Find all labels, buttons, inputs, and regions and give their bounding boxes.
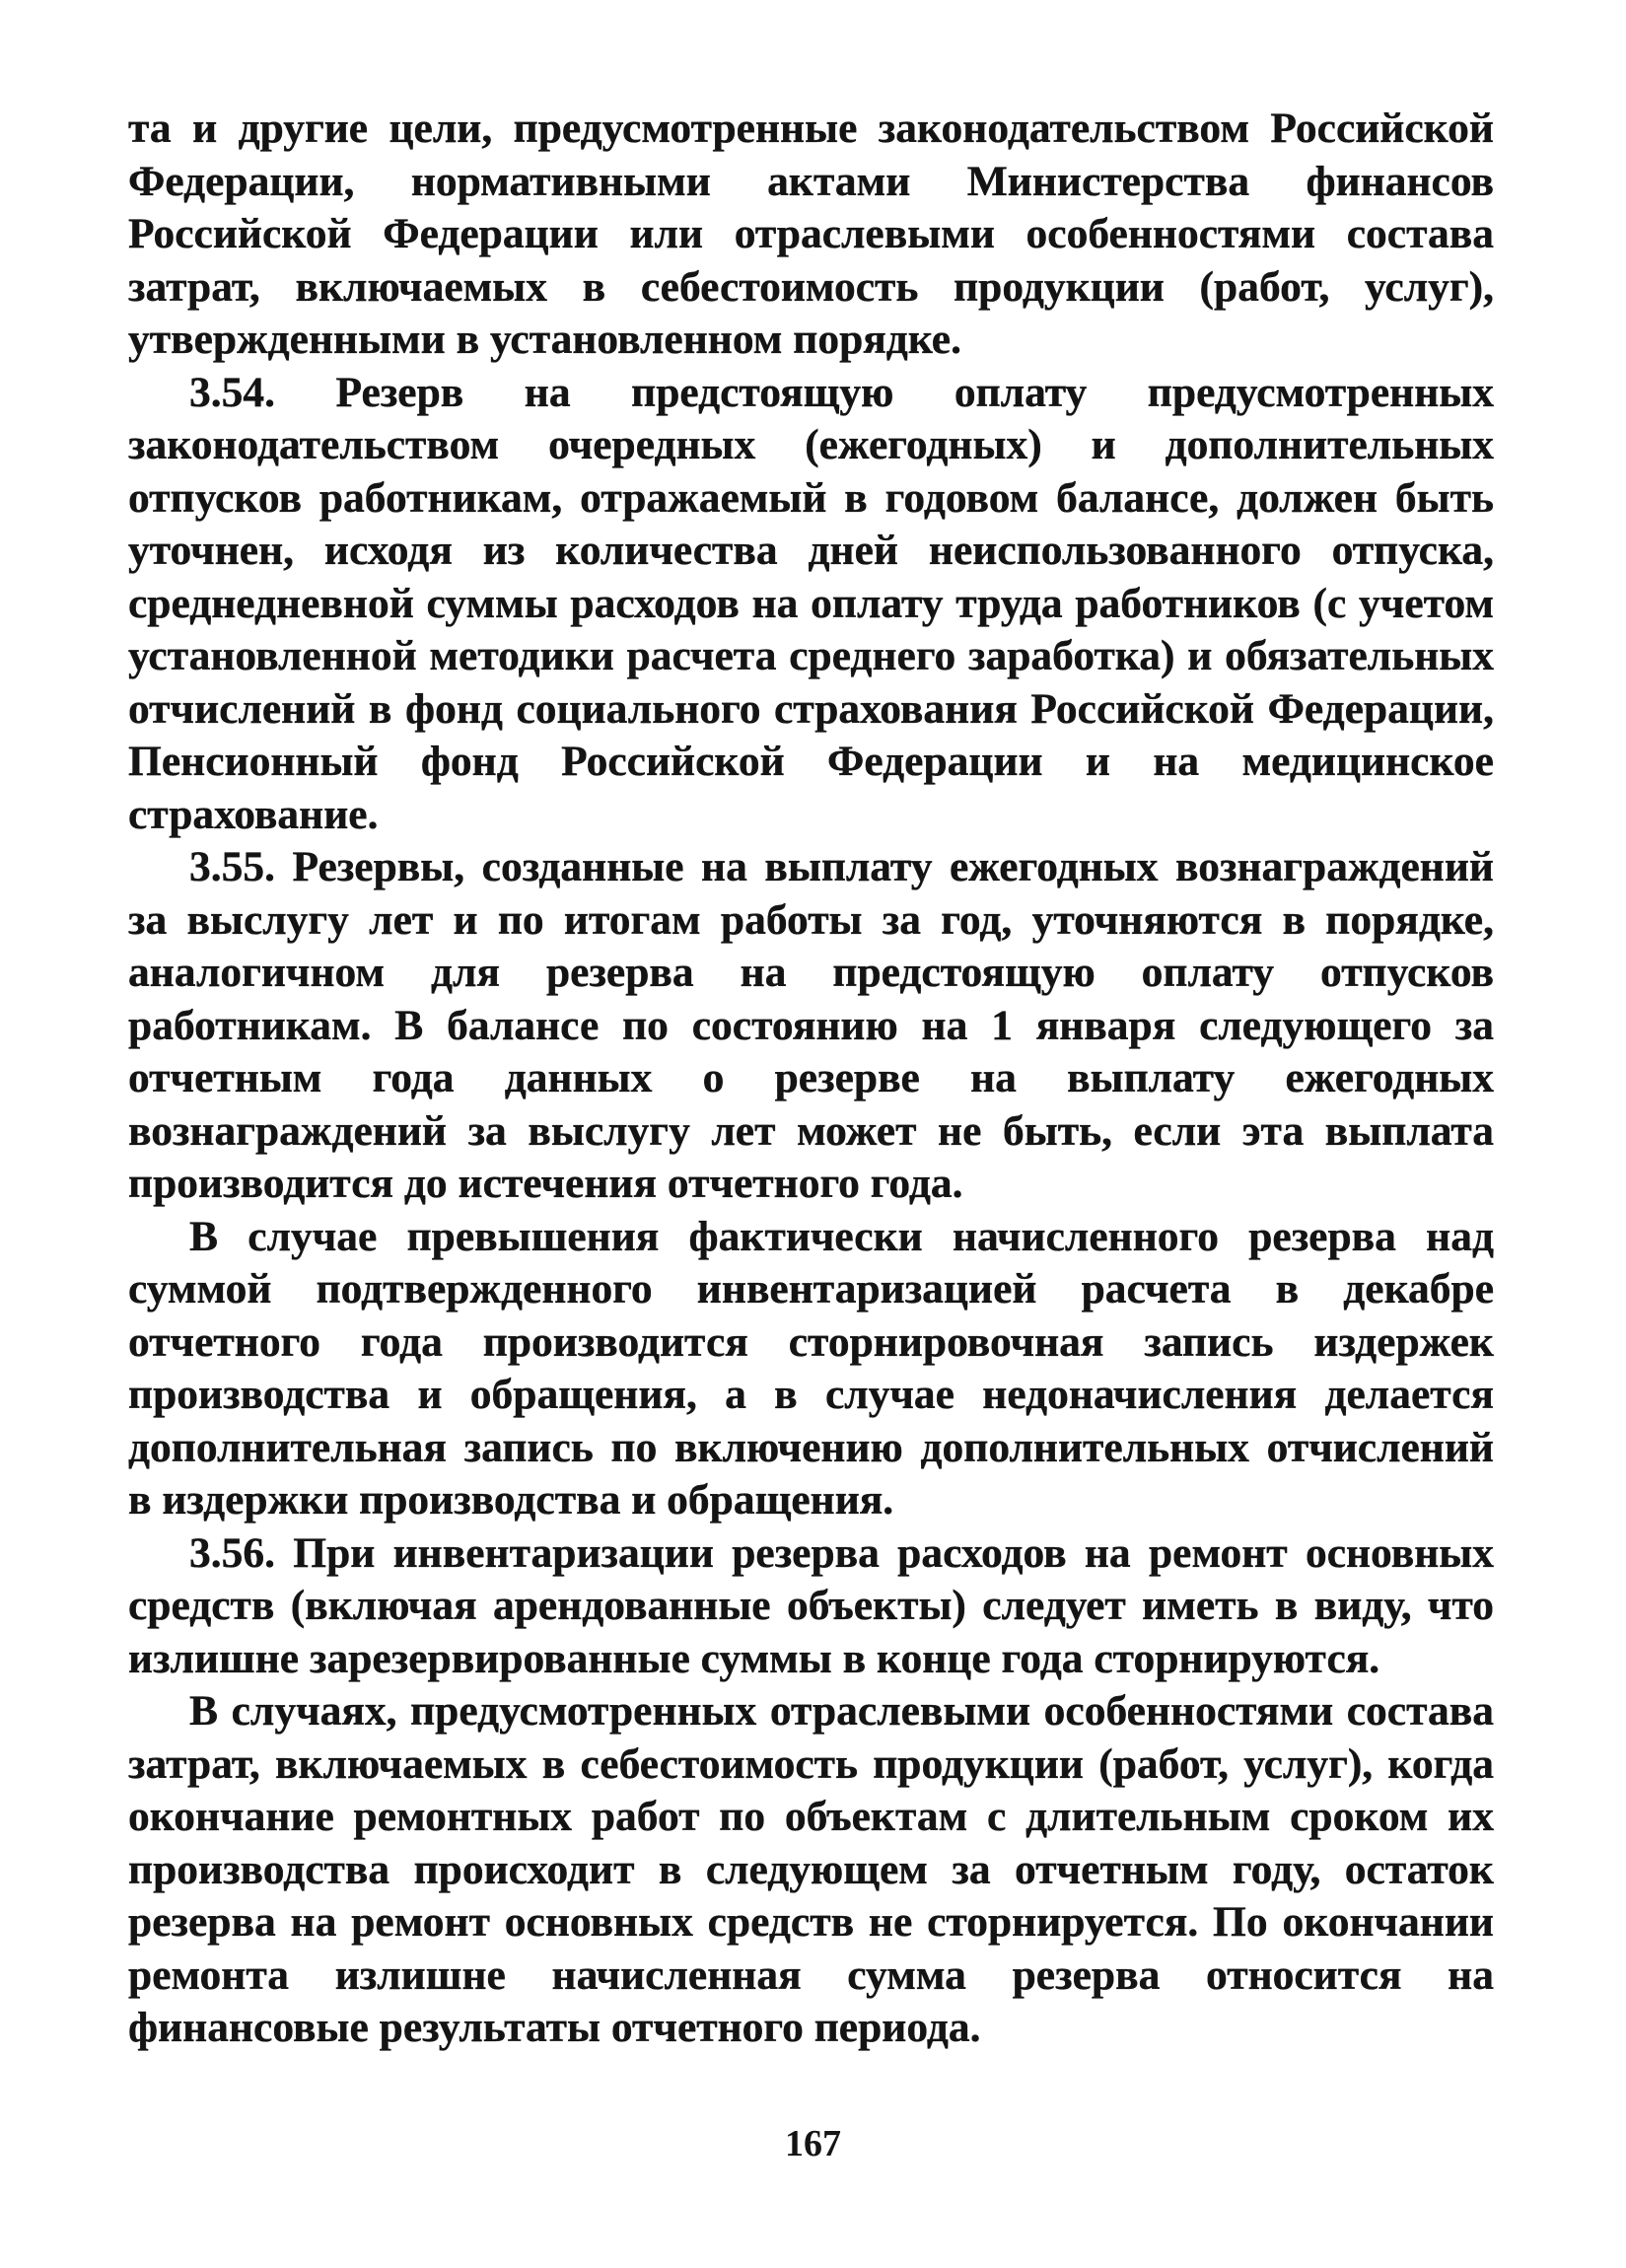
- paragraph-3-55: 3.55. Резервы, созданные на выплату ежегодных вознаграждений за выслугу лет и по итогам работы за год, уточняются в порядке, аналогичном для резерва на предстоящую оплату отпусков работникам. В балансе по состоянию на 1 января следующего за отчетным года данных о резерве на выплату ежегодных вознаграждений за выслугу лет может не быть, если эта выплата производится до истечения отчетного года.: [128, 843, 1494, 1207]
- paragraph-3-56: 3.56. При инвентаризации резерва расходов на ремонт основных средств (включая арендованные объекты) следует иметь в виду, что излишне зарезервированные суммы в конце года сторнируются.: [128, 1528, 1494, 1682]
- paragraph-continuation: та и другие цели, предусмотренные законодательством Российской Федерации, нормативными актами Министерства финансов Российской Федерации или отраслевыми особенностями состава затрат, включаемых в себестоимость продукции (работ, услуг), утвержденными в установленном порядке.: [128, 105, 1494, 363]
- page-body: [128, 103, 1494, 2055]
- page-number: 167: [785, 2123, 841, 2164]
- paragraph-3-56-continued: В случаях, предусмотренных отраслевыми особенностями состава затрат, включаемых в себестоимость продукции (работ, услуг), когда окончание ремонтных работ по объектам с длительным сроком их производства происходит в следующем за отчетным году, остаток резерва на ремонт основных средств не сторнируется. По окончании ремонта излишне начисленная сумма резерва относится на финансовые результаты отчетного периода.: [128, 1687, 1494, 2051]
- paragraph-3-54: 3.54. Резерв на предстоящую оплату предусмотренных законодательством очередных (ежегодных) и дополнительных отпусков работникам, отражаемый в годовом балансе, должен быть уточнен, исходя из количества дней неиспользованного отпуска, среднедневной суммы расходов на оплату труда работников (с учетом установленной методики расчета среднего заработка) и обязательных отчислений в фонд социального страхования Российской Федерации, Пенсионный фонд Российской Федерации и на медицинское страхование.: [128, 368, 1494, 838]
- paragraph-3-55-continued: В случае превышения фактически начисленного резерва над суммой подтвержденного инвентаризацией расчета в декабре отчетного года производится сторнировочная запись издержек производства и обращения, а в случае недоначисления делается дополнительная запись по включению дополнительных отчислений в издержки производства и обращения.: [128, 1212, 1494, 1524]
